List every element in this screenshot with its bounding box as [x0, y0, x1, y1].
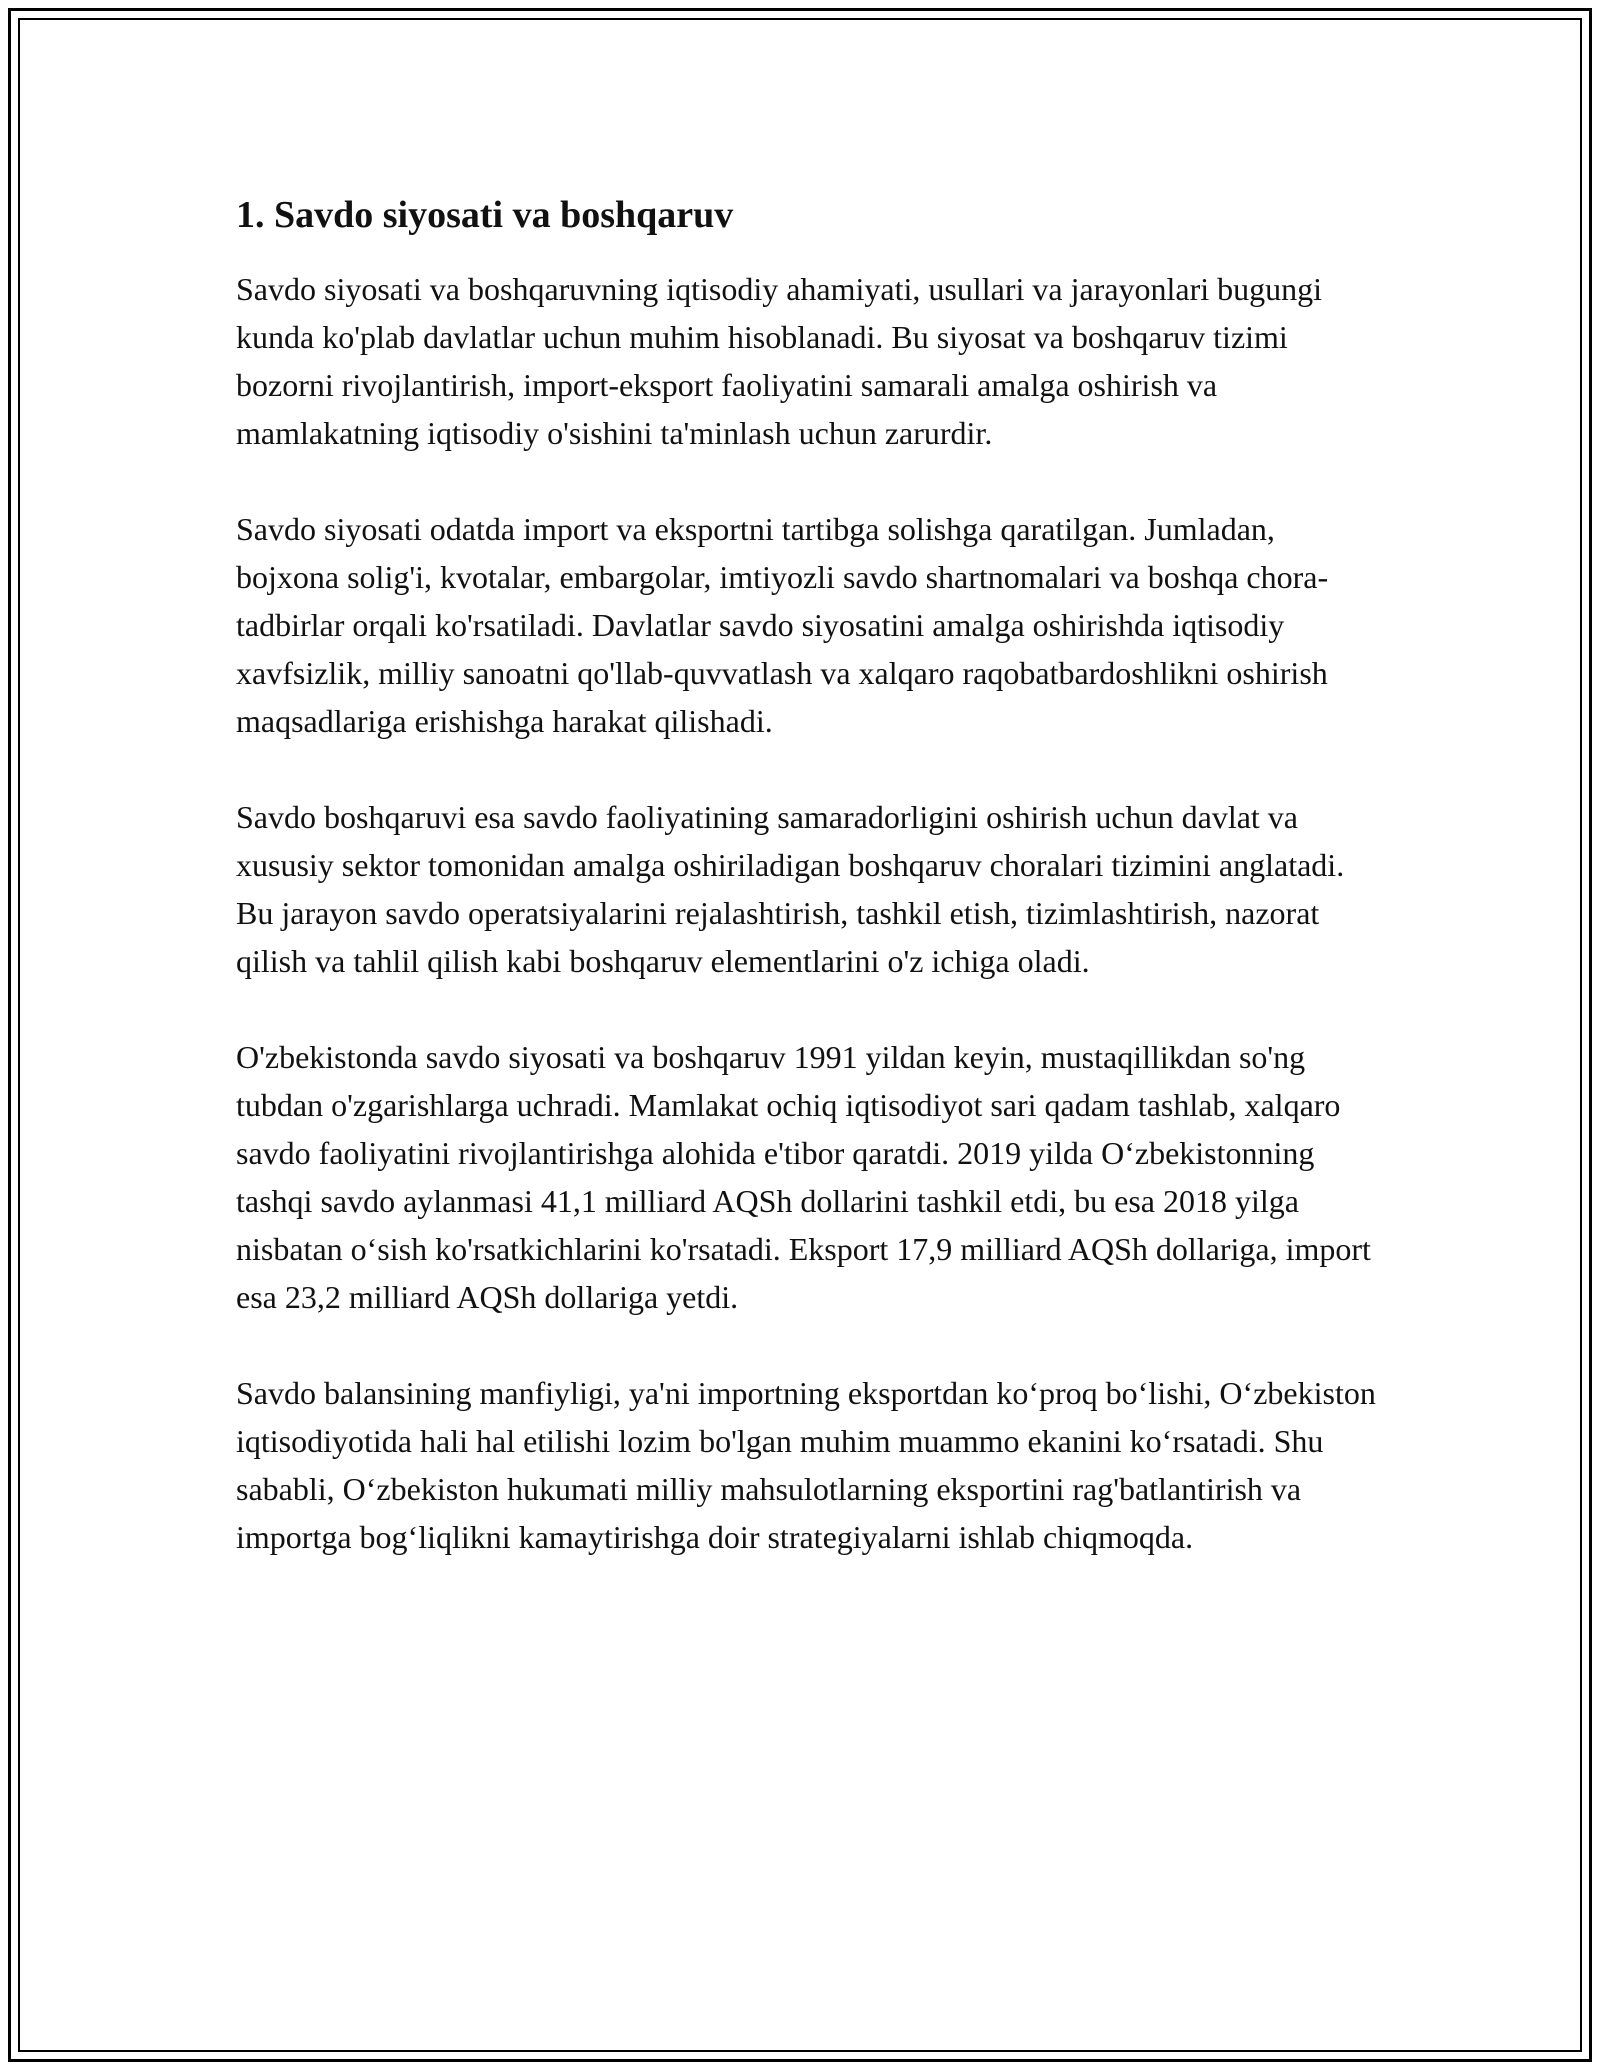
paragraph-1: Savdo siyosati va boshqaruvning iqtisodiy ahamiyati, usullari va jarayonlari bugungi kunda ko'plab davlatlar uchun muhim hisoblanadi. Bu siyosat va boshqaruv tizimi bozorni rivojlantirish, import-eksport faoliyatini samarali amalga oshirish va mamlakatning iqtisodiy o'sishini ta'minlash uchun zarurdir. — [236, 271, 1323, 451]
paragraph-4: O'zbekistonda savdo siyosati va boshqaruv 1991 yildan keyin, mustaqillikdan so'ng tubdan o'zgarishlarga uchradi. Mamlakat ochiq iqtisodiyot sari qadam tashlab, xalqaro savdo faoliyatini rivojlantirishga alohida e'tibor qaratdi. 2019 yilda O‘zbekistonning tashqi savdo aylanmasi 41,1 milliard AQSh dollarini tashkil etdi, bu esa 2018 yilga nisbatan o‘sish ko'rsatkichlarini ko'rsatadi. Eksport 17,9 milliard AQSh dollariga, import esa 23,2 milliard AQSh dollariga yetdi. — [236, 1039, 1371, 1315]
paragraph-3: Savdo boshqaruvi esa savdo faoliyatining samaradorligini oshirish uchun davlat va xususiy sektor tomonidan amalga oshiriladigan boshqaruv choralari tizimini anglatadi. Bu jarayon savdo operatsiyalarini rejalashtirish, tashkil etish, tizimlashtirish, nazorat qilish va tahlil qilish kabi boshqaruv elementlarini o'z ichiga oladi. — [236, 799, 1345, 979]
section-heading: 1. Savdo siyosati va boshqaruv — [236, 194, 734, 236]
paragraph-2: Savdo siyosati odatda import va eksportni tartibga solishga qaratilgan. Jumladan, bojxona solig'i, kvotalar, embargolar, imtiyozli savdo shartnomalari va boshqa chora-tadbirlar orqali ko'rsatiladi. Davlatlar savdo siyosatini amalga oshirishda iqtisodiy xavfsizlik, milliy sanoatni qo'llab-quvvatlash va xalqaro raqobatbardoshlikni oshirish maqsadlariga erishishga harakat qilishadi. — [236, 511, 1329, 739]
paragraph-5: Savdo balansining manfiyligi, ya'ni importning eksportdan ko‘proq bo‘lishi, O‘zbekiston iqtisodiyotida hali hal etilishi lozim bo'lgan muhim muammo ekanini ko‘rsatadi. Shu sababli, O‘zbekiston hukumati milliy mahsulotlarning eksportini rag'batlantirish va importga bog‘liqlikni kamaytirishga doir strategiyalarni ishlab chiqmoqda. — [236, 1375, 1376, 1555]
document-body — [236, 185, 1376, 1609]
